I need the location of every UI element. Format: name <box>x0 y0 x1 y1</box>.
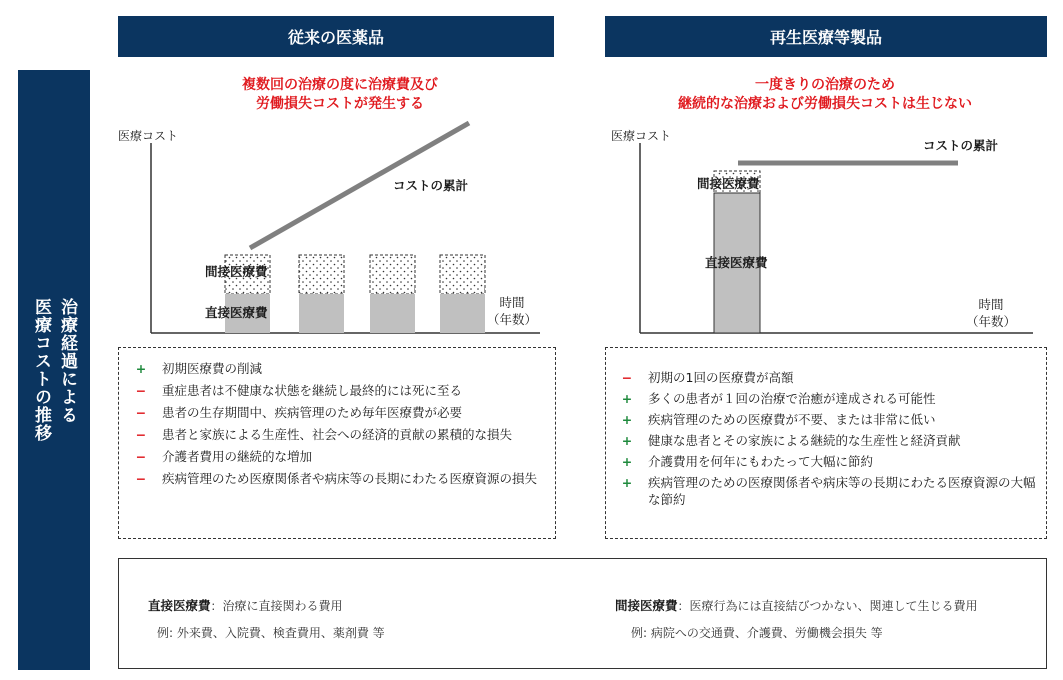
right-headline-line-1: 一度きりの治療のため <box>755 77 895 93</box>
plus-icon: + <box>621 475 633 490</box>
minus-icon: − <box>135 471 147 486</box>
list-item <box>126 360 551 377</box>
list-item <box>126 382 551 399</box>
right-x-axis-label-2: （年数） <box>965 314 1016 329</box>
list-item-text: 患者の生存期間中、疾病管理のため毎年医療費が必要 <box>162 405 463 420</box>
list-item <box>126 426 551 443</box>
side-label-line-1: 治療経過による <box>57 298 77 424</box>
right-cumulative-label: コストの累計 <box>923 138 999 153</box>
right-x-axis-label-1: 時間 <box>978 297 1004 312</box>
minus-icon: − <box>135 383 147 398</box>
plus-icon: + <box>135 361 147 376</box>
list-item-text: 疾病管理のための医療費が不要、または非常に低い <box>648 412 936 427</box>
left-indirect-label: 間接医療費 <box>205 264 268 279</box>
direct-cost-example: 例: 外来費、入院費、検査費用、薬剤費 等 <box>157 626 385 640</box>
list-item-text: 疾病管理のための医療関係者や病床等の長期にわたる医療資源の大幅な節約 <box>648 475 1036 507</box>
left-cumulative-label: コストの累計 <box>393 178 469 193</box>
list-item <box>612 369 1042 386</box>
minus-icon: − <box>135 427 147 442</box>
left-direct-label: 直接医療費 <box>205 305 268 320</box>
header-left-label: 従来の医薬品 <box>287 28 384 47</box>
list-item <box>612 432 1042 449</box>
left-x-axis-label <box>484 294 540 328</box>
indirect-cost-term: 間接医療費 <box>615 598 678 613</box>
list-item-text: 介護費用を何年にもわたって大幅に節約 <box>648 454 874 469</box>
right-direct-label: 直接医療費 <box>705 255 768 270</box>
right-headline-line-2: 継続的な治療および労働損失コストは生じない <box>678 96 972 112</box>
right-indirect-label: 間接医療費 <box>697 176 760 191</box>
list-item-text: 疾病管理のため医療関係者や病床等の長期にわたる医療資源の損失 <box>162 471 538 486</box>
minus-icon: − <box>135 449 147 464</box>
list-item <box>612 390 1042 407</box>
minus-icon: − <box>621 370 633 385</box>
direct-cost-term: 直接医療費 <box>148 598 211 613</box>
list-item-text: 介護者費用の継続的な増加 <box>162 449 313 464</box>
right-x-axis-label <box>963 296 1019 330</box>
direct-cost-desc: ：治療に直接関わる費用 <box>210 599 343 613</box>
list-item <box>126 448 551 465</box>
list-item-text: 初期の1回の医療費が高額 <box>648 370 794 385</box>
indirect-cost-definition <box>615 596 978 614</box>
plus-icon: + <box>621 433 633 448</box>
list-item <box>612 474 1042 508</box>
left-x-axis-label-1: 時間 <box>499 295 525 310</box>
right-y-axis-label: 医療コスト <box>611 129 672 143</box>
right-impact-list <box>612 369 1042 512</box>
plus-icon: + <box>621 454 633 469</box>
plus-icon: + <box>621 412 633 427</box>
list-item-text: 多くの患者が１回の治療で治癒が達成される可能性 <box>648 391 936 406</box>
plus-icon: + <box>621 391 633 406</box>
list-item <box>126 404 551 421</box>
list-item-text: 健康な患者とその家族による継続的な生産性と経済貢献 <box>648 433 961 448</box>
left-bar-4 <box>440 255 485 333</box>
list-item <box>126 470 551 487</box>
list-item <box>612 411 1042 428</box>
list-item-text: 重症患者は不健康な状態を継続し最終的には死に至る <box>162 383 463 398</box>
header-right-label: 再生医療等製品 <box>769 28 882 47</box>
minus-icon: − <box>135 405 147 420</box>
left-headline-line-1: 複数回の治療の度に治療費及び <box>242 77 438 93</box>
left-impact-list <box>126 360 551 492</box>
list-item-text: 初期医療費の削減 <box>162 361 263 376</box>
left-bar-3 <box>370 255 415 333</box>
side-label-line-2: 医療コストの推移 <box>31 298 51 442</box>
definitions-box <box>118 558 1047 669</box>
indirect-cost-desc: ：医療行為には直接結びつかない、関連して生じる費用 <box>677 599 978 613</box>
direct-cost-definition <box>148 596 343 614</box>
list-item <box>612 453 1042 470</box>
left-headline-line-2: 労働損失コストが発生する <box>256 96 424 112</box>
right-bar <box>714 171 760 333</box>
indirect-cost-example: 例: 病院への交通費、介護費、労働機会損失 等 <box>631 626 883 640</box>
left-x-axis-label-2: （年数） <box>486 312 537 327</box>
list-item-text: 患者と家族による生産性、社会への経済的貢献の累積的な損失 <box>162 427 513 442</box>
left-bar-2 <box>299 255 344 333</box>
left-y-axis-label: 医療コスト <box>118 129 179 143</box>
